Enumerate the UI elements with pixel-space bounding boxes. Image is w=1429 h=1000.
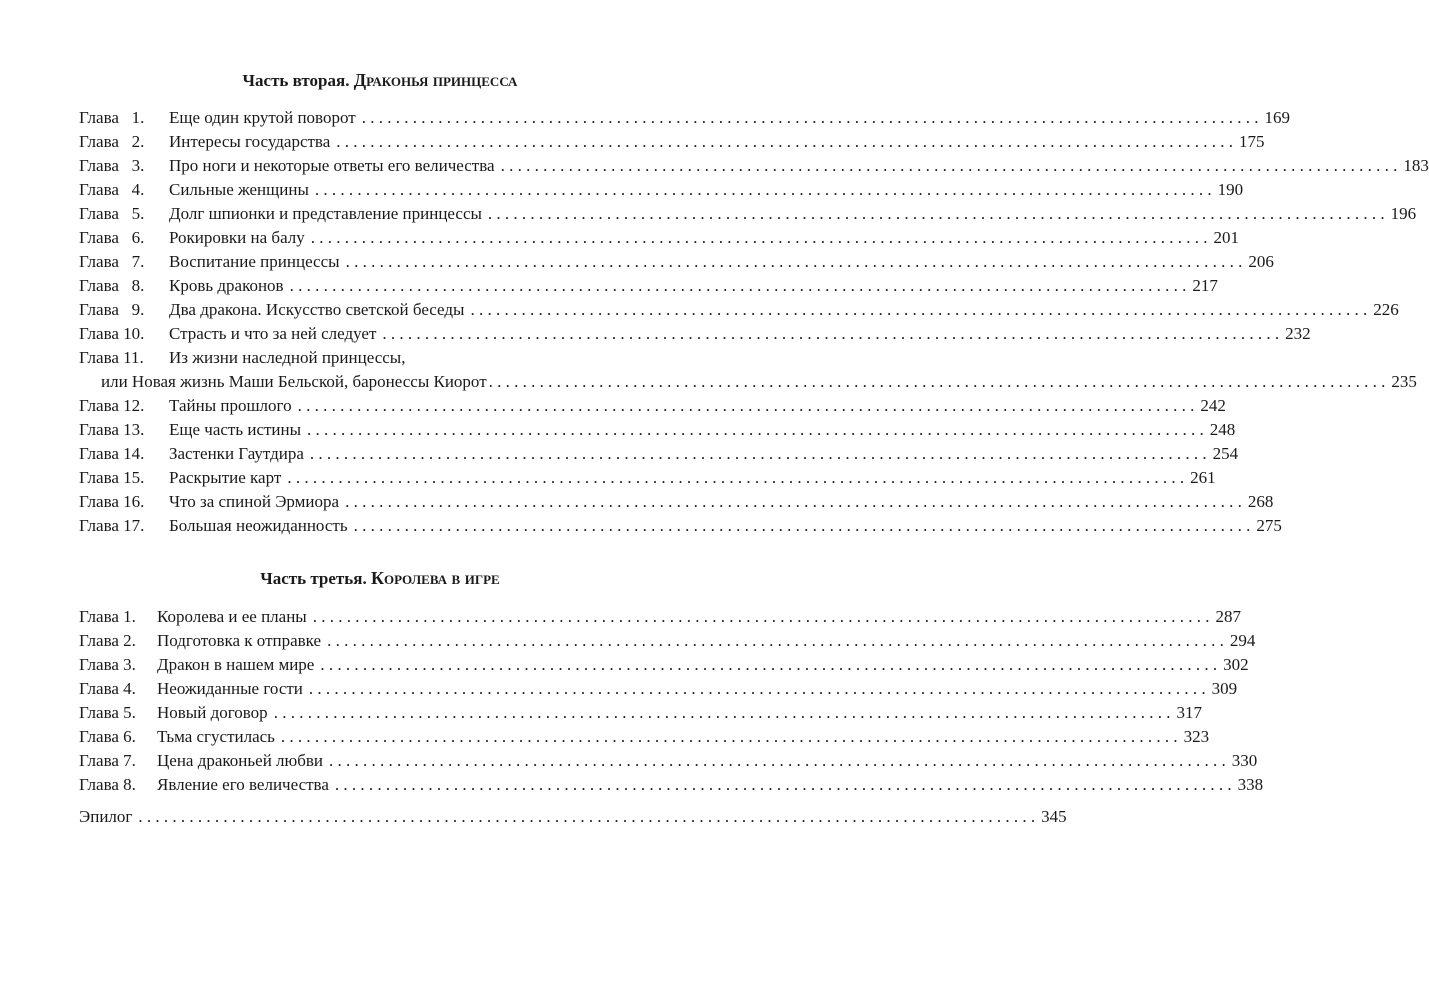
- toc-entry[interactable]: [79, 723, 1210, 747]
- toc-entry[interactable]: [79, 344, 1417, 392]
- toc-entry[interactable]: [79, 512, 1282, 536]
- chapter-label: Глава 1.: [79, 607, 136, 626]
- page-number: 175: [1239, 132, 1265, 151]
- chapter-title: Цена драконьей любви: [157, 751, 324, 770]
- chapter-title: Новый договор: [157, 703, 268, 722]
- dot-leader: [336, 132, 1233, 152]
- dot-leader: [307, 420, 1204, 440]
- toc-entry[interactable]: [79, 627, 1256, 651]
- toc-entry[interactable]: [79, 152, 1429, 176]
- chapter-title: Интересы государства: [169, 132, 331, 151]
- dot-leader: [320, 655, 1217, 675]
- toc-entry[interactable]: [79, 747, 1258, 771]
- chapter-label: Глава 11.: [79, 348, 144, 367]
- chapter-label: Глава 7.: [79, 751, 136, 770]
- page-number: 169: [1264, 108, 1290, 127]
- toc-entry[interactable]: [79, 104, 1290, 128]
- chapter-label: Глава 4.: [79, 679, 136, 698]
- chapter-title: Неожиданные гости: [157, 679, 303, 698]
- dot-leader: [281, 727, 1178, 747]
- dot-leader: [313, 607, 1210, 627]
- part-two-chapter-list: [79, 104, 1429, 536]
- dot-leader: [298, 396, 1195, 416]
- epilogue-list: [79, 803, 1067, 827]
- dot-leader: [138, 807, 1035, 827]
- chapter-title-continued: или Новая жизнь Маши Бельской, баронессы Киорот: [101, 372, 487, 391]
- chapter-title: Тьма сгустилась: [157, 727, 275, 746]
- chapter-title: Рокировки на балу: [169, 228, 305, 247]
- page-number: 232: [1285, 324, 1311, 343]
- toc-entry[interactable]: [79, 128, 1265, 152]
- page-number: 287: [1215, 607, 1241, 626]
- page-number: 183: [1403, 156, 1429, 175]
- chapter-title: Явление его величества: [157, 775, 329, 794]
- dot-leader: [362, 108, 1259, 128]
- chapter-label: Глава 9.: [79, 300, 145, 319]
- part-three-title-main: Часть третья.: [260, 569, 371, 588]
- chapter-title: Из жизни наследной принцессы,: [169, 348, 406, 367]
- chapter-title: Сильные женщины: [169, 180, 309, 199]
- dot-leader: [354, 516, 1251, 536]
- toc-entry[interactable]: [79, 651, 1249, 675]
- chapter-label: Глава 5.: [79, 703, 136, 722]
- chapter-title: Кровь драконов: [169, 276, 284, 295]
- chapter-label: Глава 8.: [79, 775, 136, 794]
- toc-entry[interactable]: [79, 176, 1244, 200]
- toc-entry-epilogue[interactable]: [79, 803, 1067, 827]
- dot-leader: [311, 228, 1208, 248]
- toc-entry[interactable]: [79, 296, 1399, 320]
- toc-entry[interactable]: [79, 440, 1239, 464]
- dot-leader: [382, 324, 1279, 344]
- dot-leader: [290, 276, 1187, 296]
- page-number: 309: [1211, 679, 1238, 698]
- chapter-title: Про ноги и некоторые ответы его величества: [169, 156, 495, 175]
- toc-entry[interactable]: [79, 771, 1264, 795]
- chapter-label: Глава 10.: [79, 324, 145, 343]
- page-number: 330: [1231, 751, 1258, 770]
- page-number: 302: [1223, 655, 1249, 674]
- page-number: 275: [1256, 516, 1282, 535]
- page-number: 268: [1247, 492, 1274, 511]
- chapter-title: Большая неожиданность: [169, 516, 348, 535]
- chapter-label: Глава 14.: [79, 444, 145, 463]
- toc-entry[interactable]: [79, 488, 1274, 512]
- chapter-label: Глава 3.: [79, 156, 145, 175]
- chapter-title: Страсть и что за ней следует: [169, 324, 377, 343]
- dot-leader: [329, 751, 1226, 771]
- page-number: 206: [1248, 252, 1274, 271]
- chapter-title: Дракон в нашем мире: [157, 655, 315, 674]
- page-number: 242: [1200, 396, 1226, 415]
- chapter-label: Глава 5.: [79, 204, 145, 223]
- dot-leader: [309, 679, 1206, 699]
- page-number: 235: [1391, 372, 1417, 391]
- chapter-label: Глава 15.: [79, 468, 145, 487]
- toc-entry[interactable]: [79, 699, 1202, 723]
- dot-leader: [274, 703, 1171, 723]
- toc-entry[interactable]: [79, 603, 1241, 627]
- toc-entry[interactable]: [79, 248, 1274, 272]
- chapter-label: Глава 13.: [79, 420, 145, 439]
- chapter-line-second: [79, 370, 1417, 392]
- chapter-line-first: [79, 344, 683, 370]
- part-two-title-sub: Драконья принцесса: [353, 70, 518, 90]
- chapter-label: Глава 7.: [79, 252, 145, 271]
- chapter-title: Еще один крутой поворот: [169, 108, 356, 127]
- page-number: 248: [1209, 420, 1236, 439]
- toc-entry[interactable]: [79, 416, 1236, 440]
- page-number: 294: [1229, 631, 1256, 650]
- chapter-title: Что за спиной Эрмиора: [169, 492, 340, 511]
- chapter-title: Воспитание принцессы: [169, 252, 340, 271]
- dot-leader: [310, 444, 1207, 464]
- chapter-label: Глава 2.: [79, 132, 145, 151]
- chapter-title: Подготовка к отправке: [157, 631, 322, 650]
- dot-leader: [315, 180, 1212, 200]
- page-number: 201: [1213, 228, 1239, 247]
- dot-leader: [501, 156, 1398, 176]
- page-number: 217: [1192, 276, 1218, 295]
- chapter-title: Тайны прошлого: [169, 396, 292, 415]
- chapter-title: Два дракона. Искусство светской беседы: [169, 300, 465, 319]
- chapter-title: Застенки Гаутдира: [169, 444, 304, 463]
- page-number: 323: [1183, 727, 1210, 746]
- page-number: 254: [1212, 444, 1239, 463]
- part-two-heading: [0, 70, 760, 91]
- dot-leader: [345, 492, 1242, 512]
- chapter-label: Глава 6.: [79, 727, 136, 746]
- toc-entry[interactable]: [79, 272, 1218, 296]
- chapter-label: Глава 12.: [79, 396, 145, 415]
- chapter-label: Глава 3.: [79, 655, 136, 674]
- part-three-heading: [0, 568, 760, 589]
- page-number: 345: [1041, 807, 1067, 826]
- part-three-chapter-list: [79, 603, 1264, 795]
- chapter-label: Глава 2.: [79, 631, 136, 650]
- chapter-title: Королева и ее планы: [157, 607, 307, 626]
- chapter-label: Глава 8.: [79, 276, 145, 295]
- dot-leader: [327, 631, 1224, 651]
- dot-leader: [488, 204, 1385, 224]
- part-three-title-sub: Королева в игре: [370, 568, 500, 588]
- dot-leader: [287, 468, 1184, 488]
- toc-entry[interactable]: [79, 200, 1417, 224]
- toc-entry[interactable]: [79, 224, 1239, 248]
- page-number: 338: [1237, 775, 1264, 794]
- dot-leader: [470, 300, 1367, 320]
- chapter-label: Глава 17.: [79, 516, 145, 535]
- epilogue-title: Эпилог: [79, 807, 133, 826]
- page-number: 317: [1176, 703, 1202, 722]
- toc-entry[interactable]: [79, 464, 1216, 488]
- dot-leader: [489, 372, 1386, 392]
- chapter-title: Раскрытие карт: [169, 468, 282, 487]
- page-number: 196: [1390, 204, 1417, 223]
- page-number: 226: [1373, 300, 1399, 319]
- part-two-title-main: Часть вторая.: [242, 71, 354, 90]
- page-number: 261: [1190, 468, 1216, 487]
- chapter-title: Еще часть истины: [169, 420, 302, 439]
- toc-entry[interactable]: [79, 675, 1238, 699]
- chapter-label: Глава 6.: [79, 228, 145, 247]
- chapter-label: Глава 4.: [79, 180, 145, 199]
- toc-entry[interactable]: [79, 320, 1311, 344]
- chapter-label: Глава 16.: [79, 492, 145, 511]
- dot-leader: [346, 252, 1243, 272]
- toc-entry[interactable]: [79, 392, 1226, 416]
- page-number: 190: [1217, 180, 1244, 199]
- chapter-label: Глава 1.: [79, 108, 145, 127]
- chapter-title: Долг шпионки и представление принцессы: [169, 204, 482, 223]
- dot-leader: [335, 775, 1232, 795]
